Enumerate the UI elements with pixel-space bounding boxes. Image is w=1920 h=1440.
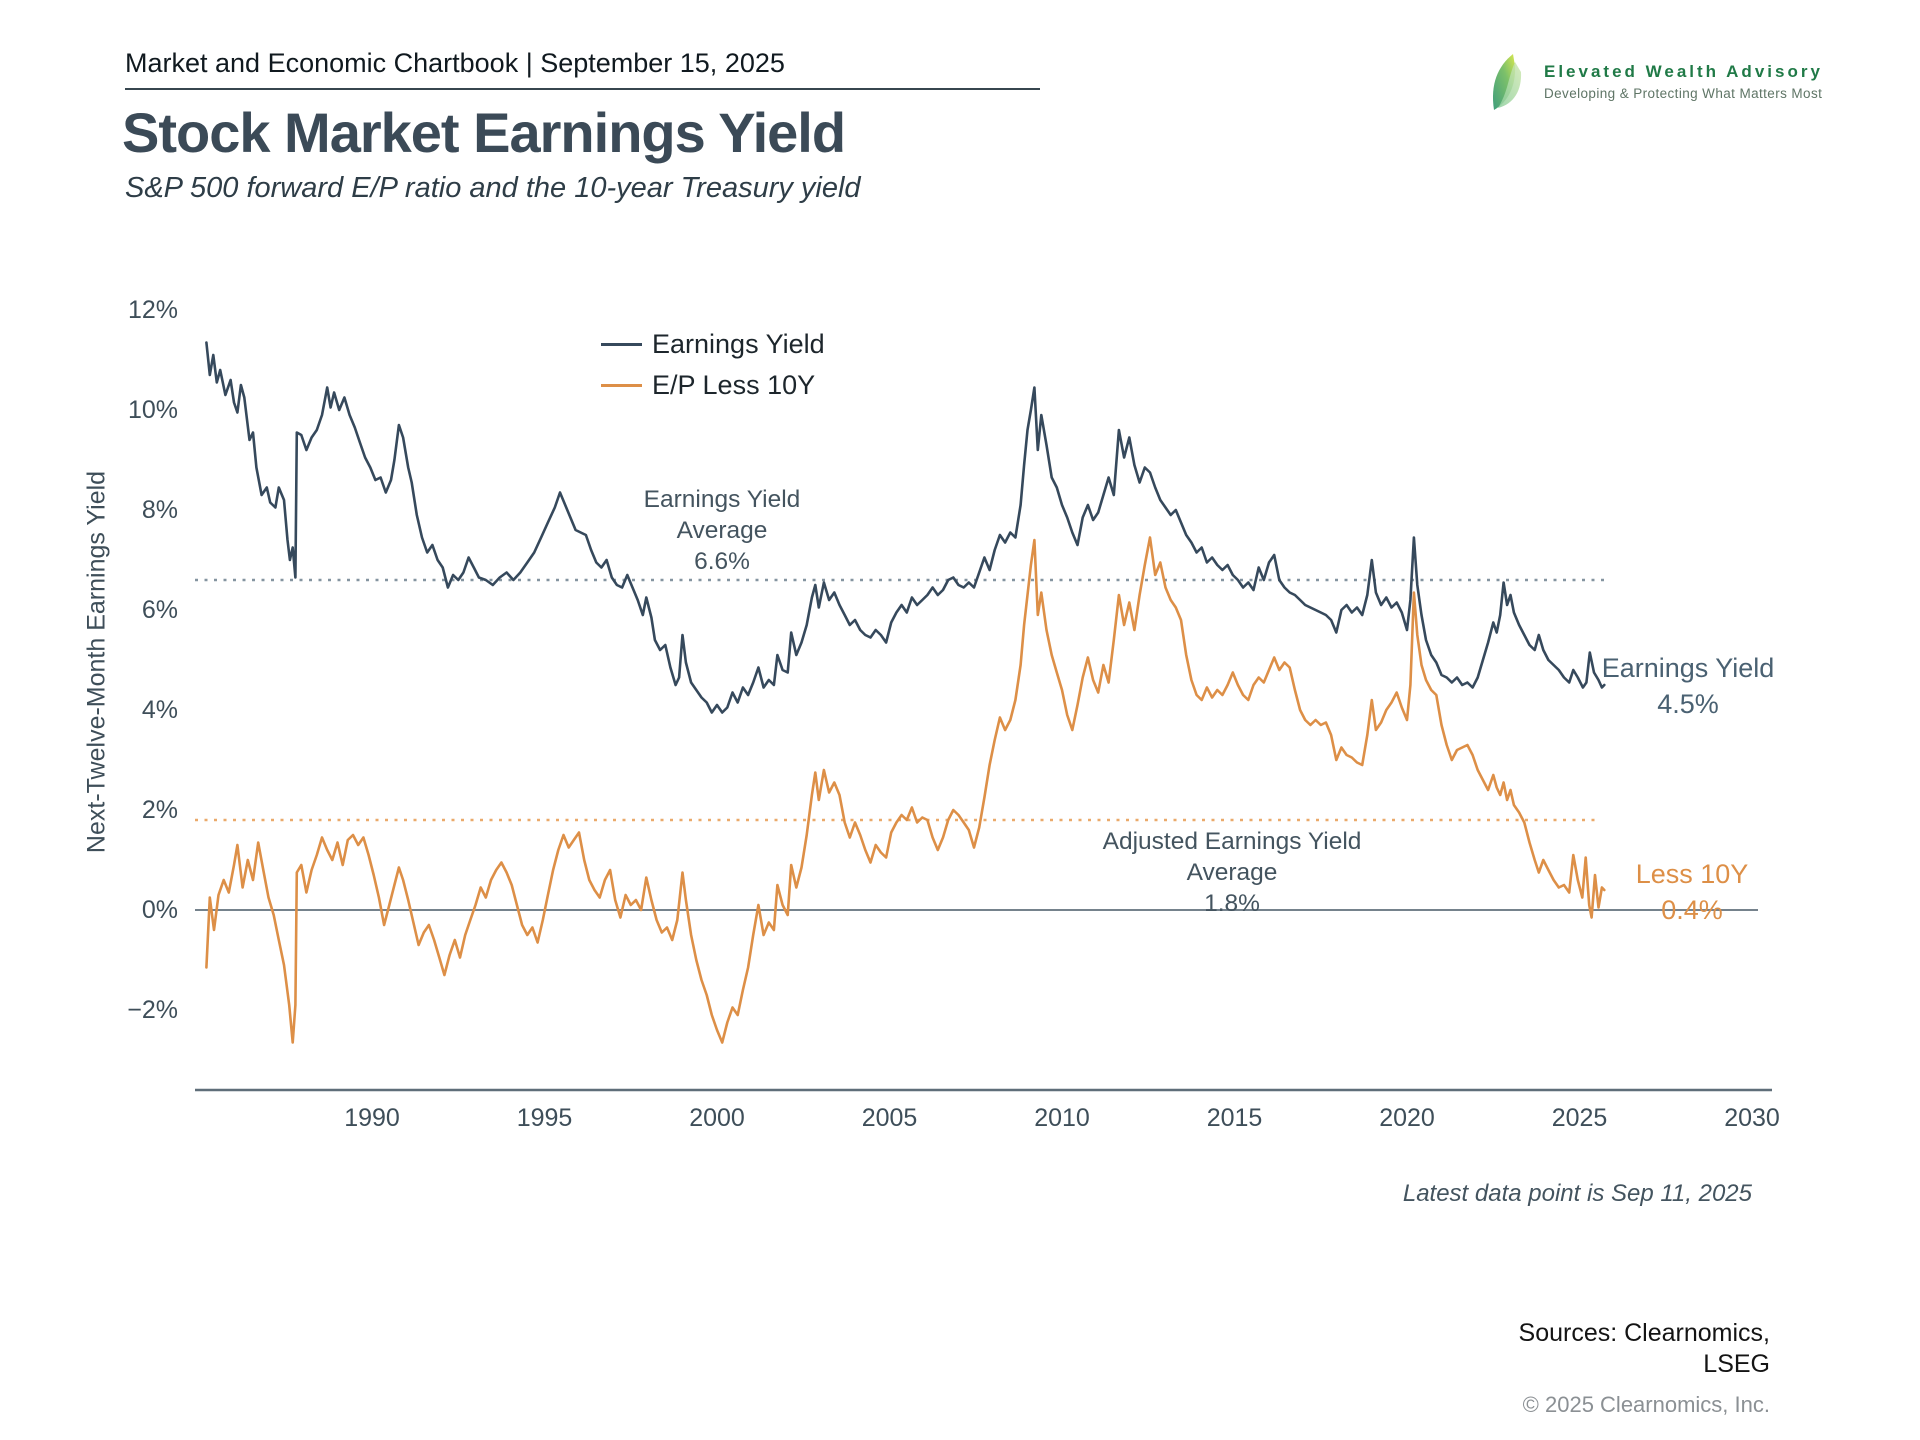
legend-label: Earnings Yield (652, 329, 825, 359)
annotation-line: Adjusted Earnings Yield (1102, 828, 1362, 855)
sources-line1: Sources: Clearnomics, (1518, 1319, 1770, 1347)
x-tick-label: 1995 (516, 1104, 573, 1132)
y-axis-title: Next-Twelve-Month Earnings Yield (82, 470, 111, 854)
end-label-value: 4.5% (1657, 689, 1719, 719)
x-tick-label: 2005 (861, 1104, 918, 1132)
legend-label: E/P Less 10Y (652, 370, 816, 400)
y-tick-label: 6% (141, 596, 178, 624)
latest-data-footnote: Latest data point is Sep 11, 2025 (1402, 1180, 1752, 1207)
x-tick-label: 2000 (689, 1104, 745, 1132)
page-subtitle: S&P 500 forward E/P ratio and the 10-year Treasury yield (125, 172, 861, 204)
y-tick-label: 2% (141, 796, 178, 824)
copyright-note: © 2025 Clearnomics, Inc. (1522, 1392, 1770, 1417)
page-title: Stock Market Earnings Yield (122, 101, 846, 164)
x-tick-label: 2015 (1206, 1104, 1263, 1132)
legend-swatch (601, 343, 642, 346)
y-tick-label: 10% (127, 396, 178, 424)
end-label-name: Less 10Y (1635, 859, 1749, 889)
x-tick-label: 2010 (1034, 1104, 1090, 1132)
logo-name: Elevated Wealth Advisory (1544, 62, 1823, 81)
annotation-line: 1.8% (1204, 890, 1260, 917)
sources-note (1519, 1318, 1770, 1380)
end-label-name: Earnings Yield (1601, 653, 1775, 683)
y-tick-label: 12% (127, 296, 178, 324)
series-earnings-yield (206, 343, 1604, 713)
end-label-value: 0.4% (1661, 895, 1723, 925)
x-tick-label: 2025 (1551, 1104, 1608, 1132)
legend-item (601, 324, 825, 365)
y-tick-label: −2% (127, 996, 178, 1024)
less-10y-end-label (1592, 856, 1792, 928)
legend-swatch (601, 384, 642, 387)
legend-item (601, 365, 825, 406)
earnings-yield-end-label (1588, 650, 1788, 722)
x-tick-label: 2030 (1724, 1104, 1780, 1132)
series-e-p-less-10y (206, 538, 1604, 1043)
logo-tagline: Developing & Protecting What Matters Most (1544, 86, 1823, 101)
annotation-line: Average (1186, 859, 1278, 886)
sources-line2: LSEG (1703, 1350, 1770, 1378)
x-tick-label: 1990 (344, 1104, 400, 1132)
chartbook-header: Market and Economic Chartbook | September 15, 2025 (125, 48, 785, 78)
y-tick-label: 8% (141, 496, 178, 524)
earnings-yield-average-annotation (572, 484, 872, 577)
x-tick-label: 2020 (1379, 1104, 1435, 1132)
chart-legend (601, 324, 825, 406)
y-tick-label: 4% (141, 696, 178, 724)
adjusted-average-annotation (1057, 826, 1407, 919)
annotation-line: Average (676, 517, 768, 544)
annotation-line: 6.6% (694, 548, 750, 575)
y-tick-label: 0% (141, 896, 178, 924)
annotation-line: Earnings Yield (643, 486, 801, 513)
